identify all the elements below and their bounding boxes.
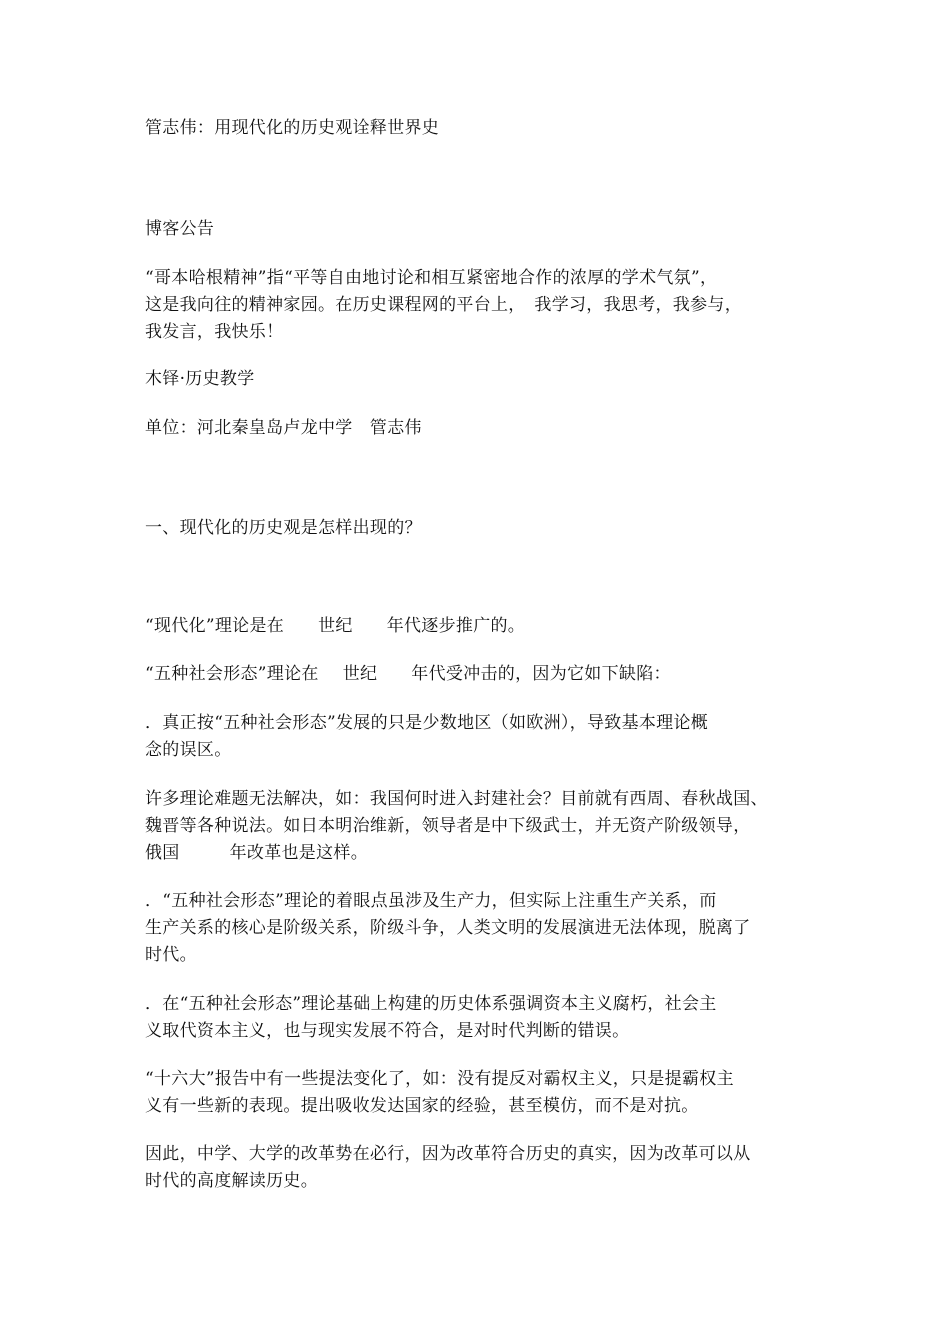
paragraph	[145, 841, 368, 865]
text-segment: 年代逐步推广的。	[386, 616, 526, 636]
paragraph	[145, 662, 671, 686]
section-heading: 一、现代化的历史观是怎样出现的？	[145, 518, 422, 538]
text-segment: 年改革也是这样。	[229, 843, 369, 863]
text-segment: “现代化”理论是在	[145, 616, 285, 636]
author-unit: 单位：河北秦皇岛卢龙中学 管志伟	[145, 418, 422, 438]
paragraph-line: 魏晋等各种说法。如日本明治维新，领导者是中下级武士，并无资产阶级领导，	[145, 816, 751, 836]
paragraph-line: 时代的高度解读历史。	[145, 1171, 318, 1191]
paragraph-line: 念的误区。	[145, 740, 232, 760]
paragraph-line: ．真正按“五种社会形态”发展的只是少数地区（如欧洲），导致基本理论概	[145, 713, 709, 733]
text-segment: 世纪	[342, 664, 378, 684]
paragraph-line: 义取代资本主义，也与现实发展不符合，是对时代判断的错误。	[145, 1021, 630, 1041]
paragraph-line: “十六大”报告中有一些提法变化了，如：没有提反对霸权主义，只是提霸权主	[145, 1069, 734, 1089]
text-segment: 世纪	[318, 616, 353, 636]
paragraph-line: 因此，中学、大学的改革势在必行，因为改革符合历史的真实，因为改革可以从	[145, 1144, 751, 1164]
doc-title: 管志伟：用现代化的历史观诠释世界史	[145, 118, 440, 138]
notice-line: 这是我向往的精神家园。在历史课程网的平台上， 我学习，我思考，我参与，	[145, 295, 742, 315]
text-segment: 年代受冲击的，因为它如下缺陷：	[411, 664, 671, 684]
notice-line: “哥本哈根精神”指“平等自由地讨论和相互紧密地合作的浓厚的学术气氛”，	[145, 268, 718, 288]
paragraph-line: ．在“五种社会形态”理论基础上构建的历史体系强调资本主义腐朽，社会主	[145, 994, 717, 1014]
text-segment: 俄国	[145, 843, 180, 863]
paragraph-line: 许多理论难题无法解决，如：我国何时进入封建社会？目前就有西周、春秋战国、	[145, 789, 768, 809]
paragraph	[145, 614, 525, 638]
notice-heading: 博客公告	[145, 219, 215, 239]
paragraph-line: 时代。	[145, 945, 197, 965]
text-segment: “五种社会形态”理论在	[145, 664, 319, 684]
column-name: 木铎·历史教学	[145, 369, 255, 389]
paragraph-line: 义有一些新的表现。提出吸收发达国家的经验，甚至模仿，而不是对抗。	[145, 1096, 699, 1116]
paragraph-line: 生产关系的核心是阶级关系，阶级斗争，人类文明的发展演进无法体现，脱离了	[145, 918, 751, 938]
paragraph-line: ．“五种社会形态”理论的着眼点虽涉及生产力，但实际上注重生产关系，而	[145, 891, 717, 911]
notice-line: 我发言，我快乐！	[145, 322, 284, 342]
